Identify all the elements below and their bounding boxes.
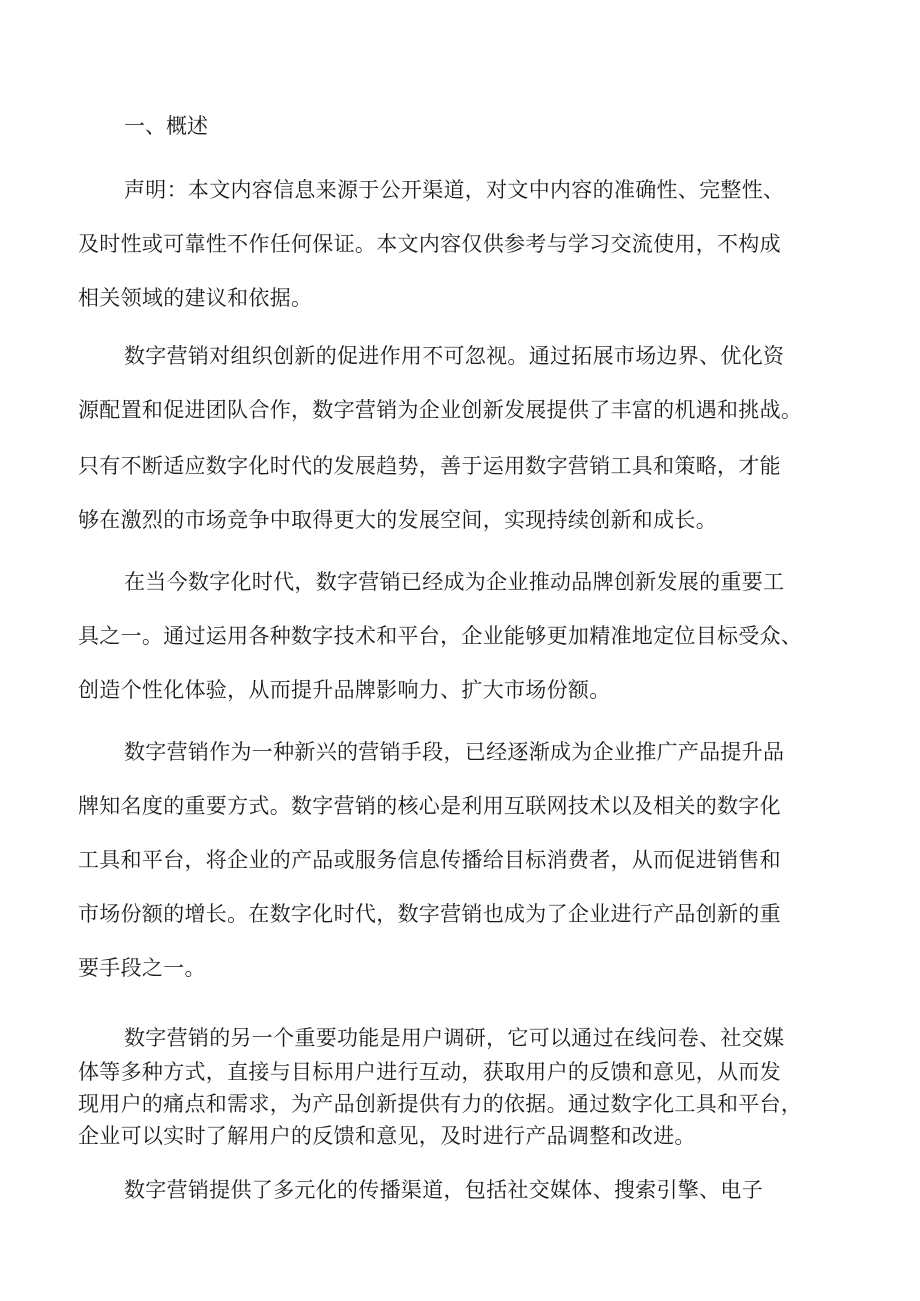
paragraph-line: 数字营销对组织创新的促进作用不可忽视。通过拓展市场边界、优化资: [124, 344, 785, 368]
paragraph-line: 牌知名度的重要方式。数字营销的核心是利用互联网技术以及相关的数字化: [78, 794, 781, 818]
paragraph-line: 市场份额的增长。在数字化时代，数字营销也成为了企业进行产品创新的重: [78, 902, 781, 926]
paragraph-line: 声明：本文内容信息来源于公开渠道，对文中内容的准确性、完整性、: [124, 178, 785, 202]
paragraph-line: 源配置和促进团队合作，数字营销为企业创新发展提供了丰富的机遇和挑战。: [78, 398, 803, 422]
paragraph-line: 数字营销提供了多元化的传播渠道，包括社交媒体、搜索引擎、电子: [124, 1178, 763, 1202]
paragraph-line: 数字营销作为一种新兴的营销手段，已经逐渐成为企业推广产品提升品: [124, 740, 785, 764]
paragraph-line: 数字营销的另一个重要功能是用户调研，它可以通过在线问卷、社交媒: [124, 1026, 785, 1050]
paragraph-line: 企业可以实时了解用户的反馈和意见，及时进行产品调整和改进。: [78, 1124, 696, 1148]
paragraph-line: 够在激烈的市场竞争中取得更大的发展空间，实现持续创新和成长。: [78, 508, 717, 532]
paragraph-line: 体等多种方式，直接与目标用户进行互动，获取用户的反馈和意见，从而发: [78, 1060, 781, 1084]
paragraph-line: 工具和平台，将企业的产品或服务信息传播给目标消费者，从而促进销售和: [78, 848, 781, 872]
section-heading: 一、概述: [124, 114, 208, 138]
paragraph-line: 相关领域的建议和依据。: [78, 286, 313, 310]
paragraph-line: 具之一。通过运用各种数字技术和平台，企业能够更加精准地定位目标受众、: [78, 624, 803, 648]
paragraph-line: 在当今数字化时代，数字营销已经成为企业推动品牌创新发展的重要工: [124, 570, 785, 594]
paragraph-line: 及时性或可靠性不作任何保证。本文内容仅供参考与学习交流使用，不构成: [78, 232, 781, 256]
paragraph-line: 要手段之一。: [78, 956, 206, 980]
paragraph-line: 只有不断适应数字化时代的发展趋势，善于运用数字营销工具和策略，才能: [78, 454, 781, 478]
paragraph-line: 创造个性化体验，从而提升品牌影响力、扩大市场份额。: [78, 678, 611, 702]
paragraph-line: 现用户的痛点和需求，为产品创新提供有力的依据。通过数字化工具和平台，: [78, 1092, 803, 1116]
